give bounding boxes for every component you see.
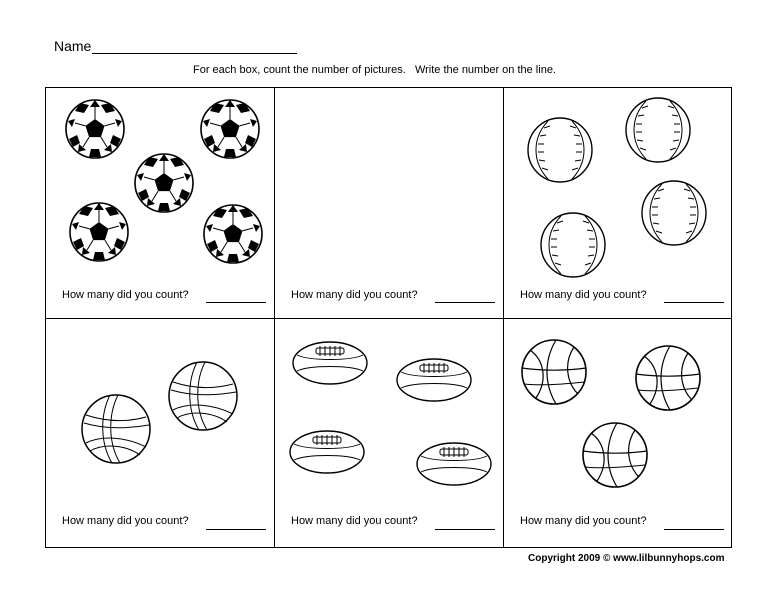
name-field	[54, 38, 297, 54]
name-write-line[interactable]	[92, 39, 297, 54]
volleyballs-art	[46, 319, 275, 519]
count-question: How many did you count?	[62, 515, 189, 527]
football-icon	[417, 443, 491, 485]
soccer-ball-icon	[66, 100, 124, 158]
football-icon	[290, 431, 364, 473]
count-question: How many did you count?	[62, 289, 189, 301]
answer-line[interactable]	[435, 302, 495, 303]
baseball-icon	[626, 98, 690, 162]
box-footballs	[275, 319, 504, 547]
name-label: Name	[54, 38, 92, 54]
box-empty	[275, 88, 504, 319]
basketball-icon	[522, 340, 586, 404]
soccer-ball-icon	[201, 100, 259, 158]
baseballs-art	[504, 88, 731, 288]
volleyball-icon	[82, 395, 150, 463]
answer-line[interactable]	[664, 529, 724, 530]
count-question: How many did you count?	[520, 515, 647, 527]
soccer-balls-art	[46, 88, 275, 288]
answer-line[interactable]	[664, 302, 724, 303]
football-icon	[397, 359, 471, 401]
football-icon	[293, 342, 367, 384]
count-question: How many did you count?	[520, 289, 647, 301]
box-soccer-balls	[46, 88, 275, 319]
baseball-icon	[642, 181, 706, 245]
box-basketballs	[504, 319, 731, 547]
instructions: For each box, count the number of pictures. Write the number on the line.	[193, 64, 556, 76]
volleyball-icon	[169, 362, 237, 430]
box-baseballs	[504, 88, 731, 319]
answer-line[interactable]	[206, 302, 266, 303]
soccer-ball-icon	[135, 154, 193, 212]
count-question: How many did you count?	[291, 289, 418, 301]
basketballs-art	[504, 319, 731, 519]
copyright: Copyright 2009 © www.lilbunnyhops.com	[528, 553, 725, 564]
baseball-icon	[541, 213, 605, 277]
answer-line[interactable]	[435, 529, 495, 530]
basketball-icon	[636, 346, 700, 410]
box-volleyballs	[46, 319, 275, 547]
soccer-ball-icon	[70, 203, 128, 261]
answer-line[interactable]	[206, 529, 266, 530]
basketball-icon	[583, 423, 647, 487]
counting-grid	[45, 87, 732, 548]
soccer-ball-icon	[204, 205, 262, 263]
count-question: How many did you count?	[291, 515, 418, 527]
baseball-icon	[528, 118, 592, 182]
footballs-art	[275, 319, 504, 519]
